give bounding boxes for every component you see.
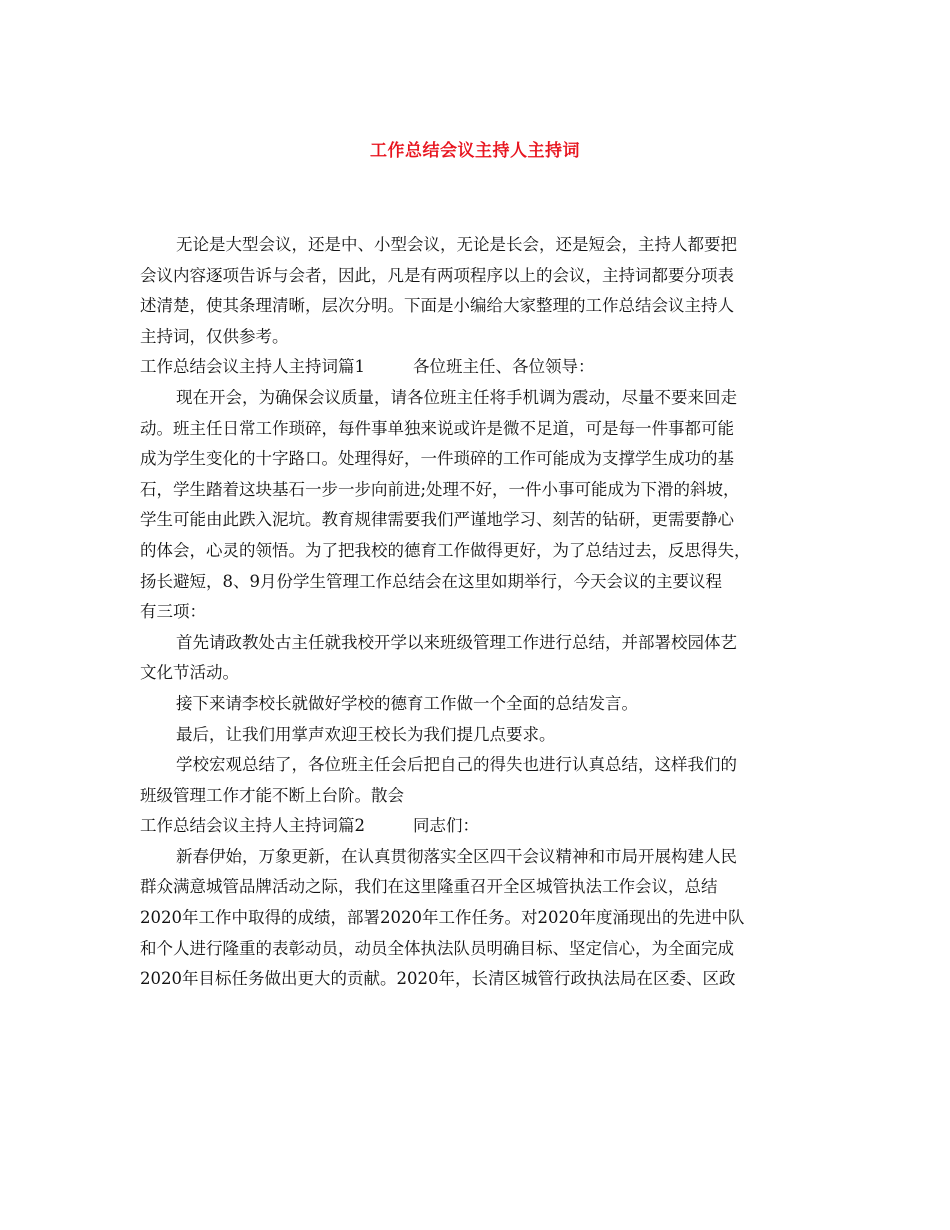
paragraph-line: 文化节活动。 [140,663,239,683]
intro-line: 无论是大型会议，还是中、小型会议，无论是长会，还是短会，主持人都要把 [176,235,737,254]
paragraph-line: 接下来请李校长就做好学校的德育工作做一个全面的总结发言。 [176,693,638,713]
paragraph-line: 2020年目标任务做出更大的贡献。2020年，长清区城管行政执法局在区委、区政 [140,969,736,989]
paragraph-line: 首先请政教处古主任就我校开学以来班级管理工作进行总结，并部署校园体艺 [176,632,737,652]
paragraph-line: 最后，让我们用掌声欢迎王校长为我们提几点要求。 [176,724,556,744]
intro-line: 主持词，仅供参考。 [140,326,289,346]
paragraph-line: 扬长避短，8、9月份学生管理工作总结会在这里如期举行，今天会议的主要议程 [140,571,722,591]
document-body [140,230,812,995]
paragraph-line: 2020年工作中取得的成绩，部署2020年工作任务。对2020年度涌现出的先进中队 [140,908,745,928]
paragraph-line: 动。班主任日常工作琐碎，每件事单独来说或许是微不足道，可是每一件事都可能 [140,418,734,438]
paragraph-line: 现在开会，为确保会议质量，请各位班主任将手机调为震动，尽量不要来回走 [176,387,737,407]
intro-line: 会议内容逐项告诉与会者，因此，凡是有两项程序以上的会议，主持词都要分项表 [140,265,734,285]
paragraph-line: 成为学生变化的十字路口。处理得好，一件琐碎的工作可能成为支撑学生成功的基 [140,449,734,469]
intro-line: 述清楚，使其条理清晰，层次分明。下面是小编给大家整理的工作总结会议主持人 [140,296,734,316]
document-title: 工作总结会议主持人主持词 [370,141,580,161]
paragraph-line: 新春伊始，万象更新，在认真贯彻落实全区四干会议精神和市局开展构建人民 [176,846,737,866]
paragraph-line: 有三项： [140,602,206,622]
section-heading-2 [140,811,812,842]
paragraph-line: 群众满意城管品牌活动之际，我们在这里隆重召开全区城管执法工作会议，总结 [140,877,718,897]
paragraph-line: 学校宏观总结了，各位班主任会后把自己的得失也进行认真总结，这样我们的 [176,755,737,775]
section-heading-text: 工作总结会议主持人主持词篇2 [140,816,365,836]
section-heading-text: 工作总结会议主持人主持词篇1 [140,357,365,377]
paragraph-line: 班级管理工作才能不断上台阶。散会 [140,785,404,805]
section-heading-1 [140,352,812,383]
paragraph-line: 的体会，心灵的领悟。为了把我校的德育工作做得更好，为了总结过去，反思得失， [140,540,751,560]
section-salutation: 同志们： [413,816,479,836]
paragraph-line: 学生可能由此跌入泥坑。教育规律需要我们严谨地学习、刻苦的钻研，更需要静心 [140,510,734,530]
section-salutation: 各位班主任、各位领导： [413,357,595,377]
paragraph-line: 石，学生踏着这块基石一步一步向前进;处理不好，一件小事可能成为下滑的斜坡， [140,479,740,499]
paragraph-line: 和个人进行隆重的表彰动员，动员全体执法队员明确目标、坚定信心，为全面完成 [140,938,734,958]
